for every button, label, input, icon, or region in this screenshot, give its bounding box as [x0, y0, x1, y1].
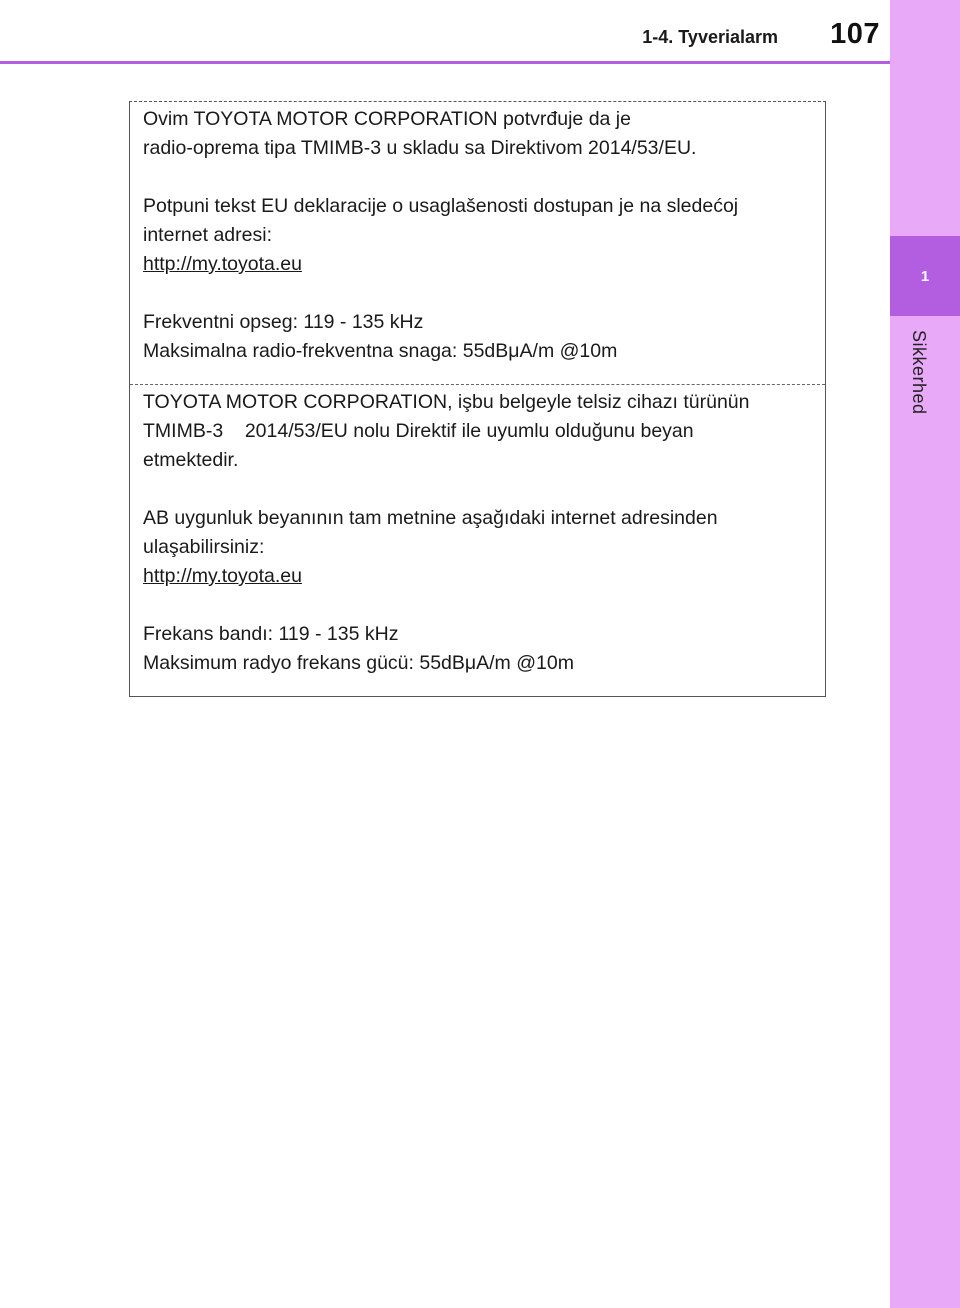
- text-line: etmektedir.: [143, 449, 239, 471]
- declaration-url-link[interactable]: http://my.toyota.eu: [143, 565, 302, 587]
- blank-line: [143, 163, 815, 192]
- turkish-declaration: [143, 388, 815, 678]
- frequency-line: Frekventni opseg: 119 - 135 kHz: [143, 311, 424, 333]
- text-line: radio-oprema tipa TMIMB-3 u skladu sa Direktivom 2014/53/EU.: [143, 137, 697, 159]
- power-line: Maksimalna radio-frekventna snaga: 55dBμA/m @10m: [143, 340, 618, 362]
- declaration-url-link[interactable]: http://my.toyota.eu: [143, 253, 302, 275]
- text-line: Potpuni tekst EU deklaracije o usaglašenosti dostupan je na sledećoj: [143, 195, 739, 217]
- declaration-notice-box: [129, 101, 826, 697]
- section-divider: [130, 384, 825, 385]
- side-thumb-tab-bar: [890, 0, 960, 1308]
- page-number: 107: [830, 18, 880, 50]
- blank-line: [143, 475, 815, 504]
- blank-line: [143, 591, 815, 620]
- blank-line: [143, 279, 815, 308]
- text-line: TOYOTA MOTOR CORPORATION, işbu belgeyle telsiz cihazı türünün: [143, 391, 750, 413]
- chapter-tab[interactable]: [890, 236, 960, 316]
- text-line: ulaşabilirsiniz:: [143, 536, 265, 558]
- serbian-declaration: [143, 105, 815, 366]
- header-rule: [0, 61, 890, 64]
- frequency-line: Frekans bandı: 119 - 135 kHz: [143, 623, 399, 645]
- chapter-label: Sikkerhed: [909, 330, 929, 415]
- section-title: 1-4. Tyverialarm: [642, 27, 778, 47]
- power-line: Maksimum radyo frekans gücü: 55dBμA/m @10m: [143, 652, 574, 674]
- text-line: AB uygunluk beyanının tam metnine aşağıdaki internet adresinden: [143, 507, 718, 529]
- text-line: Ovim TOYOTA MOTOR CORPORATION potvrđuje da je: [143, 108, 631, 130]
- text-line: internet adresi:: [143, 224, 272, 246]
- chapter-number: 1: [920, 267, 930, 285]
- text-line: TMIMB-3 2014/53/EU nolu Direktif ile uyumlu olduğunu beyan: [143, 420, 694, 442]
